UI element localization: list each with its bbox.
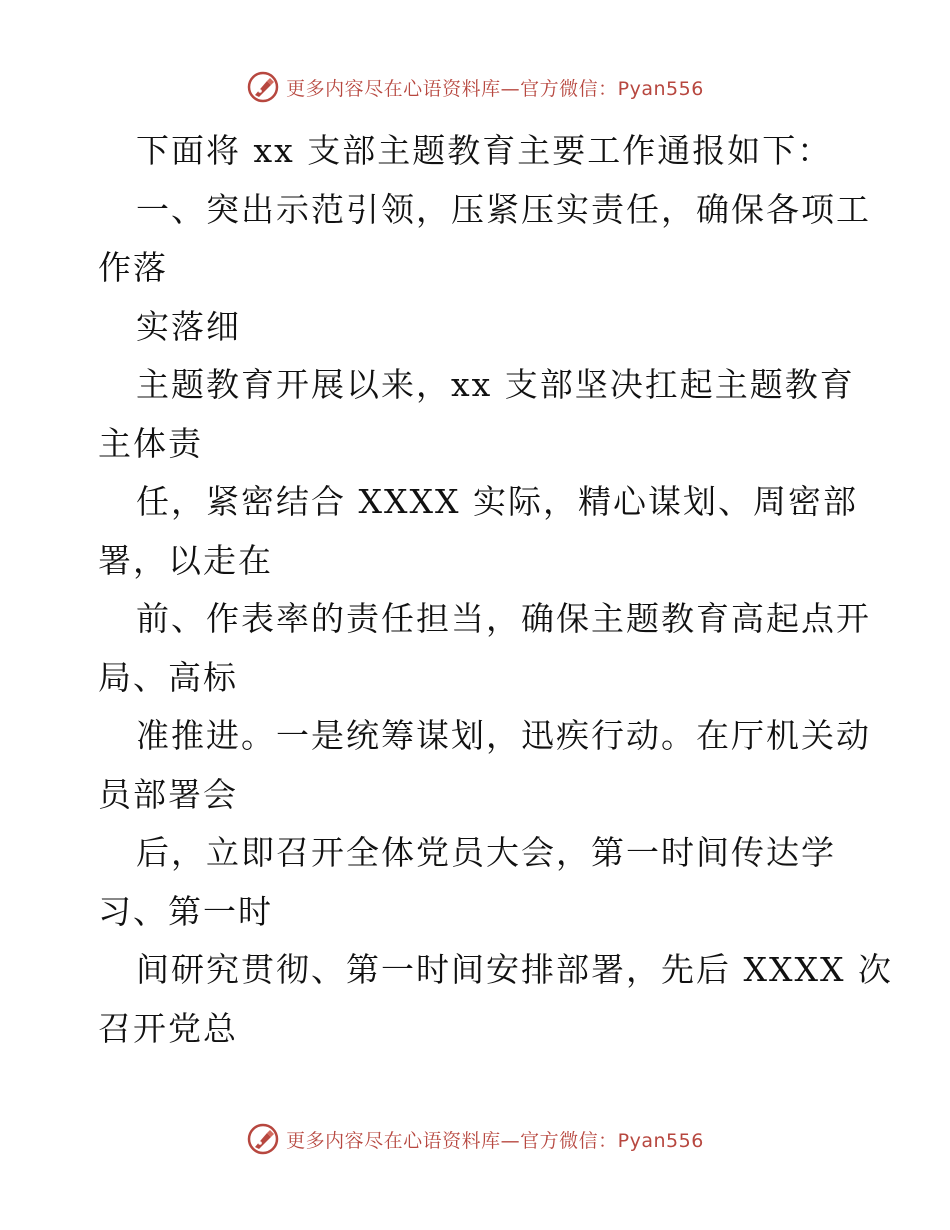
paragraph-line: 前、作表率的责任担当，确保主题教育高起点开 <box>136 599 871 638</box>
paragraph-line: 局、高标 <box>98 657 238 697</box>
document-body <box>98 122 893 1058</box>
paragraph-line: 召开党总 <box>98 1008 238 1048</box>
paragraph-line: 习、第一时 <box>98 891 273 931</box>
paragraph-line: 实落细 <box>136 306 241 346</box>
paragraph-line: 准推进。一是统筹谋划，迅疾行动。在厅机关动 <box>136 716 871 755</box>
watermark-text: 更多内容尽在心语资料库—官方微信：Pyan556 <box>286 77 704 100</box>
paragraph-line: 间研究贯彻、第一时间安排部署，先后 XXXX 次 <box>136 950 893 989</box>
paragraph-line: 员部署会 <box>98 774 238 814</box>
watermark-text: 更多内容尽在心语资料库—官方微信：Pyan556 <box>286 1129 704 1152</box>
paragraph-line: 作落 <box>98 248 168 287</box>
paragraph-line: 主题教育开展以来，xx 支部坚决扛起主题教育 <box>136 365 855 404</box>
paragraph-line: 下面将 xx 支部主题教育主要工作通报如下： <box>136 131 833 170</box>
header-watermark <box>0 70 950 104</box>
pen-nib-logo-icon <box>246 1122 280 1156</box>
section-heading-line: 一、突出示范引领，压紧压实责任，确保各项工 <box>136 189 871 229</box>
paragraph-line: 主体责 <box>98 423 203 463</box>
footer-watermark <box>0 1122 950 1156</box>
paragraph-line: 后，立即召开全体党员大会，第一时间传达学 <box>136 833 836 872</box>
paragraph-line: 任，紧密结合 XXXX 实际，精心谋划、周密部 <box>136 482 858 521</box>
pen-nib-logo-icon <box>246 70 280 104</box>
paragraph-line: 署，以走在 <box>98 540 273 580</box>
